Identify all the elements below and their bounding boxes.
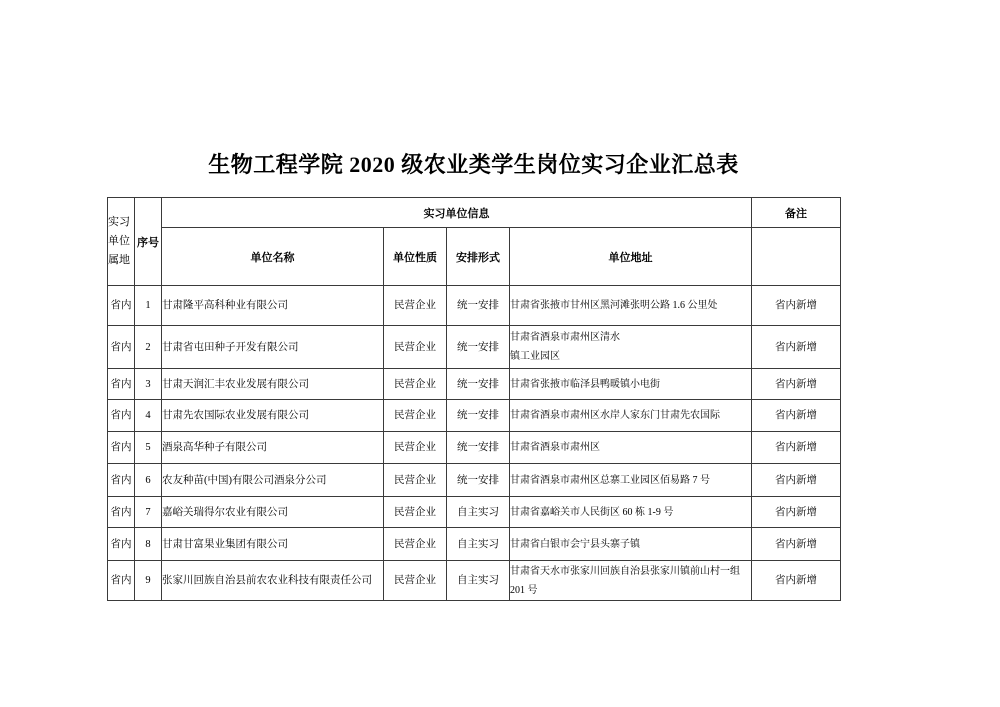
row-location-cell: 省内 (108, 326, 135, 369)
row-seq-cell: 7 (135, 497, 162, 528)
row-seq-cell: 9 (135, 561, 162, 601)
row-address-cell: 甘肃省酒泉市肃州区水岸人家东门甘肃先农国际 (510, 400, 752, 432)
row-nature-cell: 民营企业 (384, 432, 447, 464)
row-location-cell: 省内 (108, 432, 135, 464)
table-row (108, 464, 841, 497)
row-seq-cell: 2 (135, 326, 162, 369)
row-seq-cell: 5 (135, 432, 162, 464)
table-row (108, 369, 841, 400)
row-name-cell: 张家川回族自治县前农农业科技有限责任公司 (162, 561, 384, 601)
remark-empty-cell (752, 228, 841, 286)
row-location-cell: 省内 (108, 400, 135, 432)
row-name-cell: 甘肃隆平高科种业有限公司 (162, 286, 384, 326)
row-nature-cell: 民营企业 (384, 326, 447, 369)
row-nature-cell: 民营企业 (384, 286, 447, 326)
row-arrangement-cell: 统一安排 (447, 400, 510, 432)
row-arrangement-cell: 统一安排 (447, 286, 510, 326)
row-seq-cell: 1 (135, 286, 162, 326)
row-arrangement-cell: 统一安排 (447, 432, 510, 464)
row-location-cell: 省内 (108, 286, 135, 326)
row-remark-cell: 省内新增 (752, 326, 841, 369)
page-title: 生物工程学院 2020 级农业类学生岗位实习企业汇总表 (208, 152, 739, 177)
row-remark-cell: 省内新增 (752, 497, 841, 528)
row-nature-cell: 民营企业 (384, 400, 447, 432)
row-seq-cell: 4 (135, 400, 162, 432)
row-address-cell: 甘肃省白银市会宁县头寨子镇 (510, 528, 752, 561)
row-name-cell: 嘉峪关瑞得尔农业有限公司 (162, 497, 384, 528)
row-nature-cell: 民营企业 (384, 464, 447, 497)
row-name-cell: 甘肃省屯田种子开发有限公司 (162, 326, 384, 369)
row-address-cell: 甘肃省酒泉市肃州区清水 镇工业园区 (510, 326, 752, 369)
row-nature-cell: 民营企业 (384, 369, 447, 400)
row-arrangement-cell: 统一安排 (447, 464, 510, 497)
row-address-cell: 甘肃省嘉峪关市人民街区 60 栋 1-9 号 (510, 497, 752, 528)
row-location-cell: 省内 (108, 528, 135, 561)
table-row (108, 528, 841, 561)
col-header-seq: 序号 (135, 198, 162, 286)
col-header-address: 单位地址 (510, 228, 752, 286)
summary-table (107, 197, 841, 601)
row-seq-cell: 8 (135, 528, 162, 561)
row-remark-cell: 省内新增 (752, 286, 841, 326)
row-location-cell: 省内 (108, 561, 135, 601)
row-arrangement-cell: 自主实习 (447, 497, 510, 528)
row-remark-cell: 省内新增 (752, 432, 841, 464)
row-nature-cell: 民营企业 (384, 528, 447, 561)
row-location-cell: 省内 (108, 497, 135, 528)
col-header-name: 单位名称 (162, 228, 384, 286)
row-arrangement-cell: 自主实习 (447, 528, 510, 561)
row-arrangement-cell: 统一安排 (447, 326, 510, 369)
row-name-cell: 酒泉高华种子有限公司 (162, 432, 384, 464)
row-location-cell: 省内 (108, 464, 135, 497)
col-header-remark: 备注 (752, 198, 841, 228)
row-arrangement-cell: 统一安排 (447, 369, 510, 400)
col-header-arrangement: 安排形式 (447, 228, 510, 286)
row-arrangement-cell: 自主实习 (447, 561, 510, 601)
row-remark-cell: 省内新增 (752, 400, 841, 432)
row-address-cell: 甘肃省天水市张家川回族自治县张家川镇前山村一组 201 号 (510, 561, 752, 601)
header-row-2 (108, 228, 841, 286)
row-remark-cell: 省内新增 (752, 464, 841, 497)
col-header-nature: 单位性质 (384, 228, 447, 286)
row-remark-cell: 省内新增 (752, 528, 841, 561)
row-address-cell: 甘肃省酒泉市肃州区 (510, 432, 752, 464)
table-header (108, 198, 841, 286)
row-location-cell: 省内 (108, 369, 135, 400)
row-seq-cell: 3 (135, 369, 162, 400)
row-remark-cell: 省内新增 (752, 369, 841, 400)
row-address-cell: 甘肃省张掖市甘州区黑河滩张明公路 1.6 公里处 (510, 286, 752, 326)
table-row (108, 286, 841, 326)
table-row (108, 326, 841, 369)
table-row (108, 497, 841, 528)
row-seq-cell: 6 (135, 464, 162, 497)
row-name-cell: 农友种苗(中国)有限公司酒泉分公司 (162, 464, 384, 497)
header-row-1 (108, 198, 841, 228)
table-row (108, 432, 841, 464)
table-row (108, 561, 841, 601)
col-header-info-group: 实习单位信息 (162, 198, 752, 228)
table-row (108, 400, 841, 432)
row-name-cell: 甘肃先农国际农业发展有限公司 (162, 400, 384, 432)
row-remark-cell: 省内新增 (752, 561, 841, 601)
row-nature-cell: 民营企业 (384, 497, 447, 528)
row-name-cell: 甘肃天润汇丰农业发展有限公司 (162, 369, 384, 400)
table-body (108, 286, 841, 601)
col-header-location: 实习单位属地 (108, 198, 135, 286)
row-address-cell: 甘肃省张掖市临泽县鸭暖镇小电街 (510, 369, 752, 400)
row-address-cell: 甘肃省酒泉市肃州区总寨工业园区佰易路 7 号 (510, 464, 752, 497)
row-nature-cell: 民营企业 (384, 561, 447, 601)
row-name-cell: 甘肃甘富果业集团有限公司 (162, 528, 384, 561)
